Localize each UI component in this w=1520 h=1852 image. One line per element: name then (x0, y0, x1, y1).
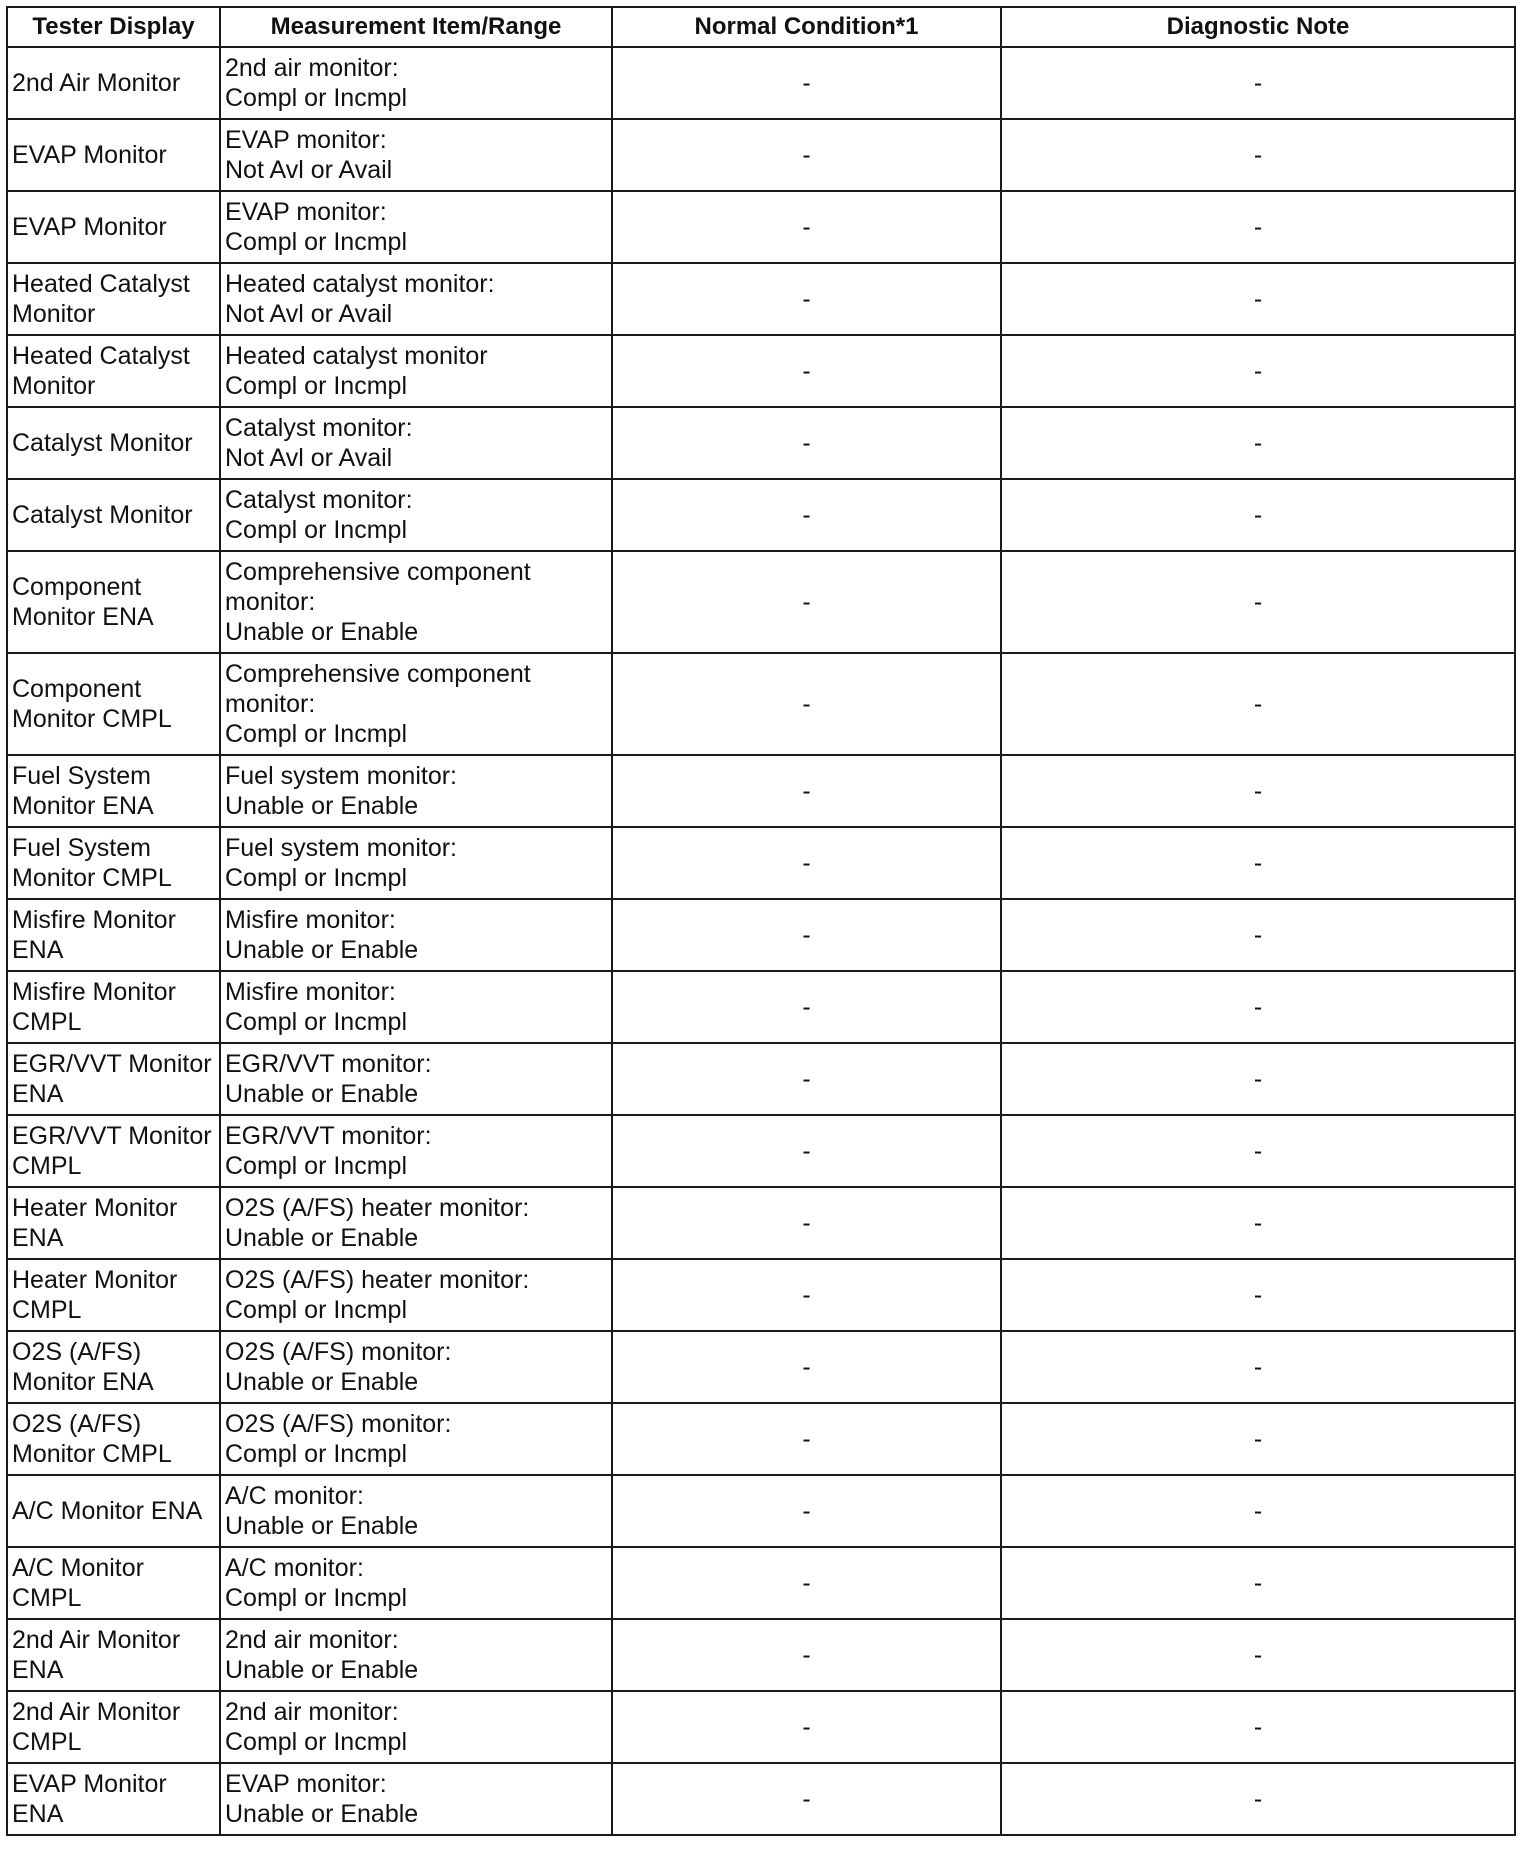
cell-measurement-item: A/C monitor: Unable or Enable (220, 1475, 612, 1547)
cell-normal-condition: - (612, 755, 1001, 827)
table-row (7, 827, 1515, 899)
cell-tester-display: 2nd Air Monitor CMPL (7, 1691, 220, 1763)
cell-normal-condition: - (612, 971, 1001, 1043)
cell-measurement-item: EVAP monitor: Not Avl or Avail (220, 119, 612, 191)
table-body (7, 47, 1515, 1835)
table-row (7, 119, 1515, 191)
cell-normal-condition: - (612, 479, 1001, 551)
cell-tester-display: Fuel System Monitor ENA (7, 755, 220, 827)
cell-diagnostic-note: - (1001, 47, 1515, 119)
cell-diagnostic-note: - (1001, 971, 1515, 1043)
cell-tester-display: Catalyst Monitor (7, 479, 220, 551)
cell-tester-display: A/C Monitor CMPL (7, 1547, 220, 1619)
cell-normal-condition: - (612, 1547, 1001, 1619)
cell-diagnostic-note: - (1001, 407, 1515, 479)
cell-tester-display: EGR/VVT Monitor CMPL (7, 1115, 220, 1187)
cell-measurement-item: EGR/VVT monitor: Unable or Enable (220, 1043, 612, 1115)
cell-measurement-item: EGR/VVT monitor: Compl or Incmpl (220, 1115, 612, 1187)
table-row (7, 407, 1515, 479)
cell-tester-display: Component Monitor ENA (7, 551, 220, 653)
table-row (7, 755, 1515, 827)
cell-diagnostic-note: - (1001, 1043, 1515, 1115)
cell-diagnostic-note: - (1001, 653, 1515, 755)
cell-normal-condition: - (612, 191, 1001, 263)
cell-tester-display: 2nd Air Monitor ENA (7, 1619, 220, 1691)
cell-normal-condition: - (612, 407, 1001, 479)
cell-tester-display: EVAP Monitor ENA (7, 1763, 220, 1835)
table-row (7, 653, 1515, 755)
cell-diagnostic-note: - (1001, 1619, 1515, 1691)
table-row (7, 899, 1515, 971)
cell-normal-condition: - (612, 1403, 1001, 1475)
cell-normal-condition: - (612, 1187, 1001, 1259)
cell-diagnostic-note: - (1001, 1187, 1515, 1259)
table-row (7, 1763, 1515, 1835)
cell-tester-display: EVAP Monitor (7, 119, 220, 191)
cell-normal-condition: - (612, 1763, 1001, 1835)
cell-diagnostic-note: - (1001, 1115, 1515, 1187)
cell-normal-condition: - (612, 551, 1001, 653)
cell-tester-display: EGR/VVT Monitor ENA (7, 1043, 220, 1115)
table-row (7, 1043, 1515, 1115)
table-header (7, 7, 1515, 47)
cell-tester-display: Catalyst Monitor (7, 407, 220, 479)
cell-normal-condition: - (612, 1619, 1001, 1691)
cell-measurement-item: Catalyst monitor: Compl or Incmpl (220, 479, 612, 551)
table-row (7, 335, 1515, 407)
cell-normal-condition: - (612, 1115, 1001, 1187)
cell-normal-condition: - (612, 653, 1001, 755)
data-list-table (6, 6, 1516, 1836)
cell-measurement-item: Comprehensive component monitor: Compl or Incmpl (220, 653, 612, 755)
cell-diagnostic-note: - (1001, 551, 1515, 653)
cell-measurement-item: 2nd air monitor: Compl or Incmpl (220, 1691, 612, 1763)
cell-measurement-item: A/C monitor: Compl or Incmpl (220, 1547, 612, 1619)
table-row (7, 1331, 1515, 1403)
table-row (7, 1475, 1515, 1547)
cell-tester-display: Heater Monitor CMPL (7, 1259, 220, 1331)
cell-normal-condition: - (612, 263, 1001, 335)
cell-diagnostic-note: - (1001, 191, 1515, 263)
header-normal-condition: Normal Condition*1 (612, 7, 1001, 47)
cell-diagnostic-note: - (1001, 827, 1515, 899)
cell-diagnostic-note: - (1001, 899, 1515, 971)
header-tester-display: Tester Display (7, 7, 220, 47)
table-row (7, 1547, 1515, 1619)
table-row (7, 1691, 1515, 1763)
cell-measurement-item: O2S (A/FS) monitor: Compl or Incmpl (220, 1403, 612, 1475)
cell-measurement-item: Heated catalyst monitor Compl or Incmpl (220, 335, 612, 407)
cell-tester-display: EVAP Monitor (7, 191, 220, 263)
cell-normal-condition: - (612, 119, 1001, 191)
cell-tester-display: A/C Monitor ENA (7, 1475, 220, 1547)
cell-normal-condition: - (612, 1331, 1001, 1403)
cell-normal-condition: - (612, 335, 1001, 407)
cell-normal-condition: - (612, 1691, 1001, 1763)
header-row (7, 7, 1515, 47)
cell-normal-condition: - (612, 47, 1001, 119)
cell-diagnostic-note: - (1001, 1259, 1515, 1331)
cell-measurement-item: Misfire monitor: Unable or Enable (220, 899, 612, 971)
cell-measurement-item: EVAP monitor: Unable or Enable (220, 1763, 612, 1835)
cell-tester-display: Misfire Monitor CMPL (7, 971, 220, 1043)
cell-diagnostic-note: - (1001, 1547, 1515, 1619)
cell-tester-display: 2nd Air Monitor (7, 47, 220, 119)
cell-measurement-item: Fuel system monitor: Compl or Incmpl (220, 827, 612, 899)
table-row (7, 551, 1515, 653)
table-row (7, 1259, 1515, 1331)
cell-measurement-item: Catalyst monitor: Not Avl or Avail (220, 407, 612, 479)
cell-diagnostic-note: - (1001, 119, 1515, 191)
cell-measurement-item: 2nd air monitor: Compl or Incmpl (220, 47, 612, 119)
table-row (7, 1619, 1515, 1691)
cell-diagnostic-note: - (1001, 1691, 1515, 1763)
cell-normal-condition: - (612, 899, 1001, 971)
cell-measurement-item: O2S (A/FS) heater monitor: Unable or Enable (220, 1187, 612, 1259)
cell-measurement-item: 2nd air monitor: Unable or Enable (220, 1619, 612, 1691)
cell-diagnostic-note: - (1001, 1763, 1515, 1835)
cell-tester-display: Heater Monitor ENA (7, 1187, 220, 1259)
table-container (6, 6, 1514, 1836)
table-row (7, 1403, 1515, 1475)
cell-tester-display: Fuel System Monitor CMPL (7, 827, 220, 899)
cell-normal-condition: - (612, 1475, 1001, 1547)
table-row (7, 1115, 1515, 1187)
cell-normal-condition: - (612, 1043, 1001, 1115)
cell-diagnostic-note: - (1001, 1475, 1515, 1547)
table-row (7, 479, 1515, 551)
table-row (7, 263, 1515, 335)
cell-measurement-item: Fuel system monitor: Unable or Enable (220, 755, 612, 827)
cell-diagnostic-note: - (1001, 1331, 1515, 1403)
cell-measurement-item: Misfire monitor: Compl or Incmpl (220, 971, 612, 1043)
table-row (7, 971, 1515, 1043)
table-row (7, 47, 1515, 119)
cell-tester-display: Component Monitor CMPL (7, 653, 220, 755)
cell-tester-display: O2S (A/FS) Monitor CMPL (7, 1403, 220, 1475)
cell-diagnostic-note: - (1001, 1403, 1515, 1475)
cell-tester-display: O2S (A/FS) Monitor ENA (7, 1331, 220, 1403)
cell-tester-display: Heated Catalyst Monitor (7, 335, 220, 407)
cell-diagnostic-note: - (1001, 755, 1515, 827)
cell-measurement-item: Heated catalyst monitor: Not Avl or Avail (220, 263, 612, 335)
cell-tester-display: Misfire Monitor ENA (7, 899, 220, 971)
cell-diagnostic-note: - (1001, 263, 1515, 335)
cell-measurement-item: O2S (A/FS) monitor: Unable or Enable (220, 1331, 612, 1403)
cell-measurement-item: O2S (A/FS) heater monitor: Compl or Incmpl (220, 1259, 612, 1331)
cell-normal-condition: - (612, 1259, 1001, 1331)
cell-tester-display: Heated Catalyst Monitor (7, 263, 220, 335)
table-row (7, 1187, 1515, 1259)
header-diagnostic-note: Diagnostic Note (1001, 7, 1515, 47)
table-row (7, 191, 1515, 263)
header-measurement-item: Measurement Item/Range (220, 7, 612, 47)
cell-normal-condition: - (612, 827, 1001, 899)
cell-measurement-item: Comprehensive component monitor: Unable or Enable (220, 551, 612, 653)
cell-measurement-item: EVAP monitor: Compl or Incmpl (220, 191, 612, 263)
cell-diagnostic-note: - (1001, 479, 1515, 551)
cell-diagnostic-note: - (1001, 335, 1515, 407)
